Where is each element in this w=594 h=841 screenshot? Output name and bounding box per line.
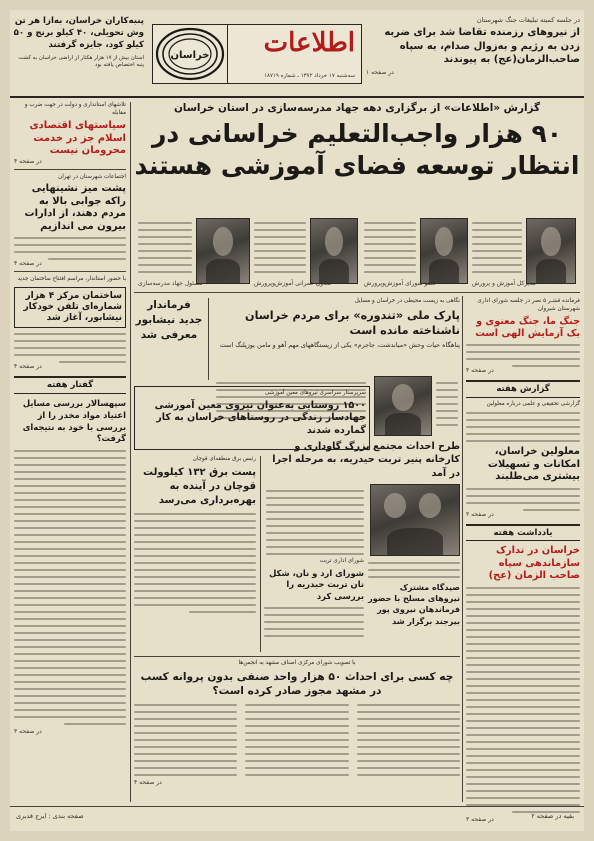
- power-story: [134, 456, 256, 656]
- park-kicker: نگاهی به زیست محیطی در خراسان و مسایل: [354, 298, 460, 304]
- logo-frame: [222, 24, 362, 84]
- right-story1-headline: جنگ ما، جنگ معنوی و یک آزمایش الهی است: [475, 316, 580, 340]
- council-headline: شورای ارد و نان، شکل نان تربت حیدریه را بررسی کرد: [269, 567, 364, 602]
- project-photo: [370, 484, 460, 556]
- masthead-rule: [10, 96, 584, 98]
- project-story: [264, 440, 460, 486]
- column-more: در صفحه ۳: [14, 728, 42, 736]
- left-story3-box: [14, 287, 126, 329]
- portrait-1-caption: مسئول جهاد مدرسه‌سازی: [138, 280, 203, 287]
- bottom-rule: [134, 656, 460, 657]
- right-story1-kicker: فرمانده قشـر ۵ نصر در جلسه شورای اداری شهرستان شیروان: [477, 298, 580, 312]
- park-story: [212, 298, 460, 384]
- newspaper-page: [10, 10, 584, 831]
- permits-headline: چه کسی برای احداث ۵۰ هزار واحد صنفی بدون پروانه کسب در مشهد مجوز صادر کرده است؟: [140, 670, 454, 698]
- logo-wordmark: اطلاعات: [263, 28, 355, 58]
- left-column-rule: [130, 102, 131, 802]
- governor-story: [134, 298, 204, 382]
- permits-more: در صفحه ۴: [134, 779, 162, 787]
- lead-headline-line1: ۹۰ هزار واجب‌التعلیم خراسانی در: [151, 119, 563, 148]
- masthead: [10, 10, 584, 94]
- footer-rule: [10, 806, 584, 807]
- portrait-4: [526, 218, 576, 284]
- portrait-2-caption: معاون عمرانی آموزش‌وپرورش: [254, 280, 331, 287]
- lead-bottom-rule: [134, 292, 580, 293]
- report-kicker: گزارشی تحقیقی و علمی درباره معلولین: [486, 400, 580, 407]
- right-column-rule: [462, 296, 463, 802]
- memo-title: یادداشت هفته: [466, 524, 580, 542]
- villages-kicker: سرپرستار سراسری نیروهای معین آموزشی: [265, 390, 366, 396]
- right-brief-kicker: در جلسه کمیته تبلیغات جنگ شهرستان: [476, 16, 580, 24]
- column-headline: سپهسالار بررسی مسایل اعتیاد مواد مخدر را از بررسی با خود به نتیجه‌ای گرفت؟: [22, 398, 126, 444]
- portraits-row: [134, 214, 580, 288]
- left-story2-kicker: اجتماعات شهرستان در تهران: [58, 173, 126, 180]
- portrait-2: [310, 218, 358, 284]
- memo-more: در صفحه ۳: [466, 816, 494, 824]
- left-story1-kicker: تلاشهای استانداری و دولت در جهت ضرب و مقابله: [24, 102, 126, 116]
- seal-label: خراسان: [170, 50, 210, 61]
- continued-note: بقیه در صفحه ۲: [531, 812, 574, 820]
- memo-headline: خراسان در تدارک سازماندهی سپاه صاحب الزمان (عج): [488, 545, 580, 581]
- layout-credit: صفحه بندی : ایرج قدیری: [16, 812, 84, 820]
- lead-story: [134, 102, 580, 212]
- park-photo: [374, 376, 432, 436]
- power-kicker: رئیس برق منطقه‌ای قوچان: [192, 456, 256, 462]
- park-headline: پارک ملی «تندوره» برای مردم خراسان ناشناخته مانده است: [245, 308, 460, 337]
- governor-headline: فرماندار جدید نیشابور معرفی شد: [135, 299, 203, 342]
- portrait-3: [420, 218, 468, 284]
- villages-headline: ۱۵۰۰ روستایی به‌عنوان نیروی معین آموزشی جهادساز زندگی در روستاهای خراسان به کار گمارده شدند: [154, 399, 366, 437]
- left-story2-headline: پشت میز نشینهایی راکه جوابی بالا به مردم دهند، از ادارات بیرون می اندازیم: [24, 183, 126, 232]
- report-headline: معلولین خراسان، امکانات و تسهیلات بیشتری می‌طلبند: [487, 446, 580, 483]
- lead-kicker: گزارش «اطلاعات» از برگزاری دهه جهاد مدرسه‌سازی در استان خراسان: [173, 102, 541, 114]
- issue-date-line: سه‌شنبه ۱۷ خرداد ۱۳۷۲ ـ شماره ۱۸۷۱۹: [264, 73, 355, 79]
- council-kicker: شورای اداری تربت: [319, 558, 364, 564]
- report-title: گزارش هفته: [466, 380, 580, 398]
- military-story: [368, 562, 460, 652]
- portrait-4-caption: مدیرکل آموزش و پرورش: [472, 280, 536, 287]
- left-brief-headline: پنبه‌کاران خراسان، به‌ازا هر تن وش تحویلی، ۴۰ کیلو برنج و ۵۰ کیلو کود، جایزه گرفتند: [13, 16, 144, 50]
- left-story1-headline: سیاستهای اقتصادی اسلام جز در خدمت محرومان نیست: [29, 120, 126, 157]
- left-story3-kicker: با حضور استاندار، مراسم افتتاح ساختمان جدید: [17, 276, 126, 283]
- right-brief-more: در صفحه ۱: [366, 68, 394, 76]
- governor-rule: [208, 298, 209, 380]
- project-headline: طرح احداث مجتمع بزرگ گاوداری و کارخانه پنیر تربت حیدریه، به مرحله اجرا در آمد: [272, 441, 460, 479]
- right-brief-headline: از نیروهای رزمنده تقاضا شد برای ضربه زدن به رژیم و به‌زوال صدام، به سپاه صاحب‌الزمان(عج) به پیوندند: [384, 27, 580, 65]
- council-story: [264, 558, 364, 650]
- permits-kicker: با تصویب شورای مرکزی اصناف مشهد به انجمن‌ها: [238, 660, 356, 666]
- seal-icon: [152, 24, 228, 84]
- park-subhead: پناهگاه حیات وحش «میاندشت، جاجرم» یکی از زیستگاههای مهم آهو و مامن یوزپلنگ است: [219, 340, 460, 349]
- left-story3-more: در صفحه ۴: [14, 363, 42, 371]
- left-brief-note: استان بیش از ۱۷ هزار هکتار از اراضی خراسان به کشت پنبه اختصاص یافته بود: [18, 54, 144, 68]
- portrait-3-caption: عضو شورای آموزش‌وپرورش: [364, 280, 437, 287]
- left-story1-more: در صفحه ۴: [14, 157, 42, 165]
- right-story1-more: در صفحه ۴: [466, 367, 494, 375]
- portrait-1: [196, 218, 250, 284]
- left-top-brief: [12, 16, 144, 90]
- right-top-brief: [366, 16, 580, 90]
- left-column: [14, 102, 126, 802]
- military-headline: صیدگاه مشترک نیروهای مسلح با حضور فرماندهان نیروی پور بیرجند برگزار شد: [368, 583, 460, 626]
- lead-headline-line2: انتظار توسعه فضای آموزشی هستند: [134, 151, 580, 181]
- power-headline: پست برق ۱۳۲ کیلوولت قوچان در آینده به بهره‌برداری می‌رسد: [142, 466, 256, 506]
- left-story2-more: در صفحه ۴: [14, 260, 42, 268]
- left-story3-headline: ساختمان مرکز ۴ هزار شماره‌ای تلفن خودکار نیشابور، آغاز شد: [23, 290, 122, 324]
- power-rule: [260, 456, 261, 652]
- report-more: در صفحه ۳: [466, 510, 494, 518]
- permits-story: [134, 660, 460, 802]
- column-title: گفتار هفته: [14, 376, 126, 394]
